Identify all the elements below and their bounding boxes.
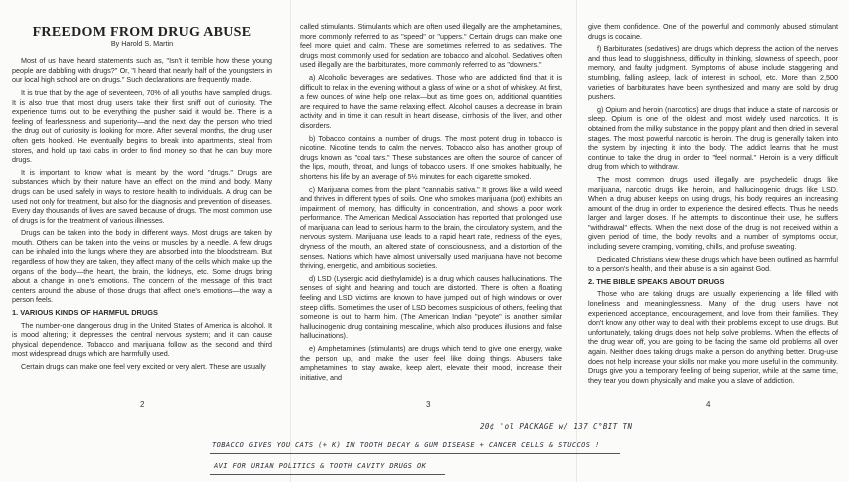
page-3-column	[300, 22, 562, 385]
paragraph: g) Opium and heroin (narcotics) are drugs that induce a state of narcosis or sleep. Opium is one of the oldest and most widely used narcotics. It is obtained from the milky substance in the poppy plant and then dried in several stages. The most powerful narcotic is heroin. The drug is generally taken into the system by injecting it into the body. The addict learns that he must continue to take the drug in order to "feel normal." Heroin is a very difficult drug from which to withdraw.	[588, 104, 838, 172]
page-2-column	[12, 25, 272, 375]
paragraph: b) Tobacco contains a number of drugs. The most potent drug in tobacco is nicotine. Nicotine tends to calm the nerves. Tobacco also has another group of drugs known as "coal tars." These substances are often the source of cancer of the lips, mouth, throat, and lungs of tobacco users. If one smokes habitually, he shortens his life by an average of 5½ minutes for each cigarette smoked.	[300, 133, 562, 181]
paragraph: It is true that by the age of seventeen, 70% of all youths have sampled drugs. It is also true that most drug users take their first sniff out of curiosity. The experience turns out to be everything the pusher said it would be. There is a feeling of fearlessness and superiority—and the next day the person who tried the drug out of curiosity is looking for more. After several months, the drug user often gets hooked. He eventually begins to break into apartments, steal from stores, and hold up taxi cabs in order to find money so that he can buy more drugs.	[12, 87, 272, 165]
paragraph: Certain drugs can make one feel very excited or very alert. These are usually	[21, 362, 266, 371]
paragraph: d) LSD (Lysergic acid diethylamide) is a drug which causes hallucinations. The senses of sight and hearing and touch are distorted. There is often a floating feeling and LSD victims are known to have jumped out of high windows or over steep cliffs. Sometimes the user of LSD becomes suspicious of others, feeling that someone is out to harm him. (The American Indian "peyote" is another similar hallucinogenic drug containing mescaline, which also produces illusions and false hallucinations).	[300, 273, 562, 341]
page-number: 4	[706, 400, 711, 409]
paragraph: called stimulants. Stimulants which are often used illegally are the amphetamines, more commonly referred to as "speed" or "uppers." Certain drugs can make one feel more quiet and calm. These are sometimes referred to as sedatives. The drugs most commonly used for sedation are tobacco and alcohol. Sedatives often used illegally are the barbiturates, more commonly referred to as "downers."	[300, 22, 562, 70]
paragraph: The number-one dangerous drug in the United States of America is alcohol. It is mood altering; it depresses the central nervous system; and it can cause physical dependence. Tobacco and marijuana follow as the second and third most widespread drugs which are harmfully used.	[12, 320, 272, 359]
page-4-column	[588, 22, 838, 388]
paragraph: Dedicated Christians view these drugs which have been outlined as harmful to a person's health, and their abuse is a sin against God.	[588, 254, 838, 274]
paragraph: a) Alcoholic beverages are sedatives. Those who are addicted find that it is difficult to relax in the evening without a glass of wine or a shot of whiskey. At first, a few ounces of wine help one relax—but as time goes on, additional quantities are required to have the same relaxing effect. Alcohol causes a decrease in brain activity and in time it can result in heart disease, cirrhosis of the liver, and other disorders.	[300, 72, 562, 130]
page-number: 3	[426, 400, 431, 409]
section-heading: 2. THE BIBLE SPEAKS ABOUT DRUGS	[588, 276, 725, 286]
paragraph: Most of us have heard statements such as, "Isn't it terrible how these young people are dabbling with drugs?" Or, "I heard that nearly half of the youngsters in our local high school are on drugs." Such declarations are frequently made.	[12, 56, 272, 85]
handwritten-note: AVI FOR URIAN POLITICS & TOOTH CAVITY DRUGS OK	[214, 462, 427, 470]
paragraph: Drugs can be taken into the body in different ways. Most drugs are taken by mouth. Others can be taken into the veins or muscles by a needle. A few drugs can be inhaled into the lungs where they are absorbed into the bloodstream. But regardless of how they are taken, they affect many of the cells which make up the organs of the body—the heart, the brain, the kidneys, etc. Some drugs bring about a change in one's emotions. The concern of the message of this tract centers around the abuse of those drugs that affect one's emotions—the way a person feels.	[12, 228, 272, 305]
paragraph: It is important to know what is meant by the word "drugs." Drugs are substances which by their nature have an effect on the mind and body. Many drugs can be used safely in ways to restore health to individuals. A drug can be used not only for treatment, but also for the diagnosis and prevention of diseases. Every day thousands of lives are saved because of drugs. The most common use of drugs is for the treatment of various illnesses.	[12, 167, 272, 225]
handwritten-note: 20¢ 'ol PACKAGE w/ 137 C°BIT TN	[480, 422, 633, 431]
page-number: 2	[140, 400, 145, 409]
section-heading: 1. VARIOUS KINDS OF HARMFUL DRUGS	[12, 308, 158, 318]
paragraph: c) Marijuana comes from the plant "cannabis sativa." It grows like a wild weed and thrives in different types of soils. One who smokes marijuana (pot) exhibits an impairment of memory, has difficulty in concentration, and shows a poor work performance. The American Medical Association has reported that prolonged use of marijuana can lead to serious harm to the brain, the circulatory system, and the nervous system. Marijuana use leads to a rapid heart rate, redness of the eyes, dryness of the mouth, an altered state of consciousness, and a distortion of the senses. Nations which have almost universally used marijuana have not become thriving, energetic, and ambitious societies.	[300, 184, 562, 271]
underline-divider	[210, 474, 445, 475]
article-author: By Harold S. Martin	[110, 38, 174, 48]
paragraph: Those who are taking drugs are usually experiencing a life filled with loneliness and meaninglessness. Many of the drug users have not experienced acceptance, encouragement, and love from their families. They don't know any other way to deal with their problems except to use drugs. But unfortunately, taking drugs does not help solve problems. When the effects of the drug wear off, you are going to be facing the same old problems all over again. Neither does taking drugs make a person do anything better. Drug-use does not help increase your skills nor make you more useful in the community. Drugs give you a temporary feeling of being superior, while at the same time, they tear you down physically and make you a slave of addiction.	[588, 289, 838, 385]
underline-divider	[210, 453, 620, 454]
paragraph: The most common drugs used illegally are psychedelic drugs like marijuana, narcotic drugs like heroin, and hallucinogenic drugs like LSD. When a drug abuser keeps on using drugs, his body requires an increasing amount of the drug in order to experience the desired effects. Thus he needs larger and larger doses. If he attempts to discontinue their use, he suffers "withdrawal" effects. When the next dose of the drug is not received within a given period of time, the body revolts and a number of symptoms occur, including severe cramping, vomiting, chills, and profuse sweating.	[588, 174, 838, 252]
handwritten-note: TOBACCO GIVES YOU CATS (+ K) IN TOOTH DECAY & GUM DISEASE + CANCER CELLS & STUCCOS !	[212, 441, 600, 449]
paragraph: e) Amphetamines (stimulants) are drugs which tend to give one energy, wake the person up, and make the user feel like doing things. Abusers take amphetamines to stay awake, keep alert, elevate their mood, increase their initiative, and	[300, 344, 562, 382]
article-title: FREEDOM FROM DRUG ABUSE	[32, 25, 252, 40]
paragraph: give them confidence. One of the powerful and commonly abused stimulant drugs is cocaine.	[588, 22, 838, 41]
paragraph: f) Barbiturates (sedatives) are drugs which depress the action of the nerves and thus lead to sluggishness, difficulty in thinking, slowness of speech, poor memory, and faulty judgment. Symptoms of abuse include staggering and stumbling, falling asleep, lack of interest in school, etc. More than 2,500 varieties of barbiturates have been synthesized and many are sold by drug pushers.	[588, 44, 838, 102]
